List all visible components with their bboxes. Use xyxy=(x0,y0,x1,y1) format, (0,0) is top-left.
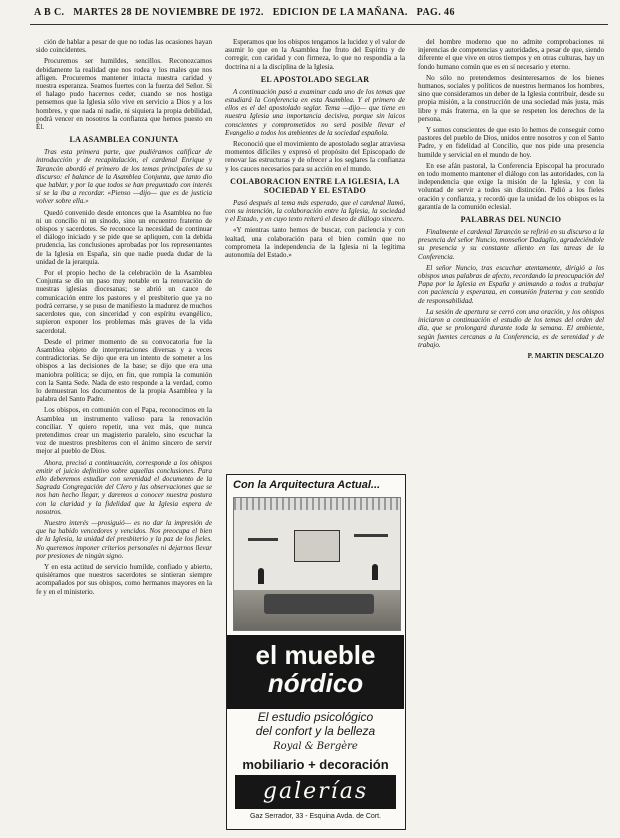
ad-subtitle-2: del confort y la belleza xyxy=(255,724,376,738)
paragraph: Ahora, precisó a continuación, corresponde a los obispos emitir el juicio definitivo sobre aquellas conclusiones. Para ello deberemos estudiar con serenidad el documento de la Sagrada Congregación del Clero y las observaciones que se nos han hecho llegar, y daremos a conocer nuestra postura con la claridad y la fidelidad que la Iglesia espera de nosotros. xyxy=(36,458,212,516)
paragraph: No sólo no pretendemos desinteresarnos de los bienes humanos, sociales y políticos de nuestros hermanos los hombres, sino que consideramos un deber de la Iglesia contribuir, desde su propia misión, a la construcción de una sociedad más justa, más libre y más fraterna, en la que se respeten los derechos de la persona. xyxy=(418,73,604,123)
paragraph: Desde el primer momento de su convocatoria fue la Asamblea objeto de interpretaciones diversas y a veces contradictorias. Se dijo que era un intento de someter a los obispos a las decisiones de la base; se dijo que era una maniobra política; se dijo, en fin, que rompía la comunión con la Santa Sede. Nada de esto responde a la verdad, como lo demuestran los documentos de la propia Asamblea y la palabra del Santo Padre. xyxy=(36,337,212,404)
page-header xyxy=(0,0,620,26)
advertisement xyxy=(226,474,406,830)
paragraph: del hombre moderno que no admite comprobaciones ni injerencias de competencias y autoridades, a pesar de que, siendo diferente el que vive en otros tiempos y en otras culturas, hay un fondo humano común que es en sí necesario y eterno. xyxy=(418,38,604,71)
author-signature: P. MARTIN DESCALZO xyxy=(527,351,604,360)
paragraph: Nuestro interés —prosiguió— es no dar la impresión de que ha habido vencedores y vencidos. Nos preocupa el bien de la Iglesia, la unidad del presbiterio y la paz de los fieles. No queremos imponer criterios personales ni dejarnos llevar por presiones de ningún signo. xyxy=(36,518,212,560)
paragraph: Y somos conscientes de que esto lo hemos de conseguir como pastores del pueblo de Dios, unidos entre nosotros y con el Santo Padre, y en fidelidad al Concilio, que nos pide una presencia humilde y servicial en el mundo de hoy. xyxy=(418,126,604,159)
section-heading: COLABORACION ENTRE LA IGLESIA, LA SOCIEDAD Y EL ESTADO xyxy=(230,176,400,195)
ad-headline-line2: nórdico xyxy=(267,668,364,698)
paragraph: Los obispos, en comunión con el Papa, reconocimos en la Asamblea un instrumento valioso para la renovación conciliar. Y quiero repetir, una vez más, que nunca pretendimos crear un magisterio paralelo, sino escuchar la voz de nuestros presbíteros con el ánimo sincero de servir mejor al pueblo de Dios. xyxy=(36,406,212,456)
paragraph: Y en esta actitud de servicio humilde, confiado y abierto, quisiéramos que nuestros sacerdotes se sintieran siempre acompañados por sus obispos, como hermanos mayores en la fe y en el ministerio. xyxy=(36,562,212,596)
ad-address: Gaz Serrador, 33 - Esquina Avda. de Cort. xyxy=(249,813,381,820)
paragraph: Quedó convenido desde entonces que la Asamblea no fue ni un concilio ni un sínodo, sino un encuentro fraterno de obispos y sacerdotes. Se reconoce la necesidad de continuar el diálogo iniciado y se pide que se apliquen, con la debida prudencia, las conclusiones aprobadas por los representantes de la Iglesia en España, sin que nadie pueda dudar de la unidad de la jerarquía. xyxy=(36,208,212,266)
paragraph: Tras esta primera parte, que pudiéramos calificar de introducción y de recapitulación, el cardenal Enrique y Tarancón abordó el primero de los temas principales de su discurso: el balance de la Asamblea Conjunta, que tanto dio que hablar, y por la que todos se han preguntado con interés si se la iba a recordar. «Pienso —dijo— que es de justicia volver sobre ella.» xyxy=(36,148,212,206)
paragraph: Reconoció que el movimiento de apostolado seglar atraviesa momentos difíciles y expresó el propósito del Episcopado de renovar las estructuras y de ofrecer a los seglares la confianza y los cauces necesarios para su acción en el mundo. xyxy=(225,140,405,173)
ad-tagline: Con la Arquitectura Actual... xyxy=(233,479,381,491)
paragraph: Esperamos que los obispos tengamos la lucidez y el valor de asumir lo que en la Asamblea fue fruto del Espíritu y de corregir, con caridad y con firmeza, lo que no respondía a la doctrina ni a la disciplina de la Iglesia. xyxy=(225,38,405,71)
section-heading: EL APOSTOLADO SEGLAR xyxy=(260,74,370,84)
paragraph: Pasó después al tema más esperado, que el cardenal llamó, con su intención, la colaboración entre la Iglesia, la sociedad y el Estado, y en cuyo texto reiteró el deseo de diálogo sincero. xyxy=(225,198,405,224)
ad-headline-line1: el mueble xyxy=(255,640,376,670)
issue-date: MARTES 28 DE NOVIEMBRE DE 1972. xyxy=(73,7,264,18)
column-1 xyxy=(36,38,212,838)
ad-subtitle-1: El estudio psicológico xyxy=(257,710,374,724)
paragraph: A continuación pasó a examinar cada uno de los temas que estudiará la Conferencia en esta Asamblea. Y el primero de ellos es el del apostolado seglar. Tema —dijo— que tiene en nuestra Iglesia una importancia decisiva, porque sin laicos conscientes y comprometidos no será posible llevar el Evangelio a todos los ambientes de la sociedad española. xyxy=(225,87,405,137)
ad-headline-banner xyxy=(227,635,404,709)
column-2 xyxy=(225,38,405,383)
newspaper-name: A B C. xyxy=(34,7,65,18)
page-number: PAG. 46 xyxy=(416,7,455,18)
column-3 xyxy=(418,38,604,838)
section-heading: PALABRAS DEL NUNCIO xyxy=(460,215,562,225)
ad-store-sign: galerías xyxy=(235,775,396,809)
paragraph: ción de hablar a pesar de que no todas las ocasiones hayan sido coincidentes. xyxy=(36,38,212,55)
edition-label: EDICION DE LA MAÑANA. xyxy=(272,7,408,18)
paragraph: El señor Nuncio, tras escuchar atentamente, dirigió a los obispos unas palabras de afecto, recordando la preocupación del Papa por la Iglesia en España y animando a todos a trabajar con paciencia y esperanza, en comunión fraterna y con sentido de responsabilidad. xyxy=(418,263,604,305)
paragraph: La sesión de apertura se cerró con una oración, y los obispos iniciaron a continuación el estudio de los temas del orden del día, que se prolongará durante toda la semana. El ambiente, según fuentes cercanas a la Conferencia, es de serenidad y de trabajo. xyxy=(418,307,604,349)
ad-brand-logo: Royal & Bergère xyxy=(273,741,358,752)
ad-room-illustration xyxy=(233,497,401,631)
section-heading: LA ASAMBLEA CONJUNTA xyxy=(69,135,179,145)
paragraph: En ese afán pastoral, la Conferencia Episcopal ha procurado en todo momento mantener el diálogo con las autoridades, con la independencia que exige la misión de la Iglesia, y con la voluntad de servir a todos sin distinción. Pidió a los fieles oración y confianza, y recordó que la unidad de los obispos es la garantía de la comunión eclesial. xyxy=(418,161,604,211)
paragraph: Por el propio hecho de la celebración de la Asamblea Conjunta se dio un paso muy notable en la renovación de nuestras iglesias diocesanas; se abrió un cauce de comunicación entre los pastores y el presbiterio que ya no podrá cerrarse, y se puso de manifiesto la madurez de muchos sacerdotes que, con sinceridad y con espíritu evangélico, supieron exponer los problemas más graves de la vida sacerdotal. xyxy=(36,269,212,335)
header-rule xyxy=(30,24,608,25)
ad-mobiliario: mobiliario + decoración xyxy=(242,757,389,772)
paragraph: Procuremos ser humildes, sencillos. Reconozcamos debidamente la realidad que nos rodea y los males que nos afligen. Procuremos mantener intacta nuestra caridad y nuestra esperanza. Seamos fuertes con la fuerza del Señor. Si el halago pudo hacernos ceder, cuando se nos hostiga pensemos que la Iglesia sólo vive en servicio a Dios y a los hombres, y que nada ni nadie, ni siquiera la propia debilidad, podrá vencer en nosotros la confianza que hemos puesto en Él. xyxy=(36,57,212,132)
paragraph: Finalmente el cardenal Tarancón se refirió en su discurso a la presencia del señor Nuncio, monseñor Dadaglio, agradeciéndole su presencia y su constante aliento en las tareas de la Conferencia. xyxy=(418,228,604,261)
paragraph: «Y mientras tanto hemos de buscar, con paciencia y con lealtad, una colaboración para el bien común que no comprometa la independencia de la Iglesia ni la legítima autonomía del Estado.» xyxy=(225,226,405,260)
